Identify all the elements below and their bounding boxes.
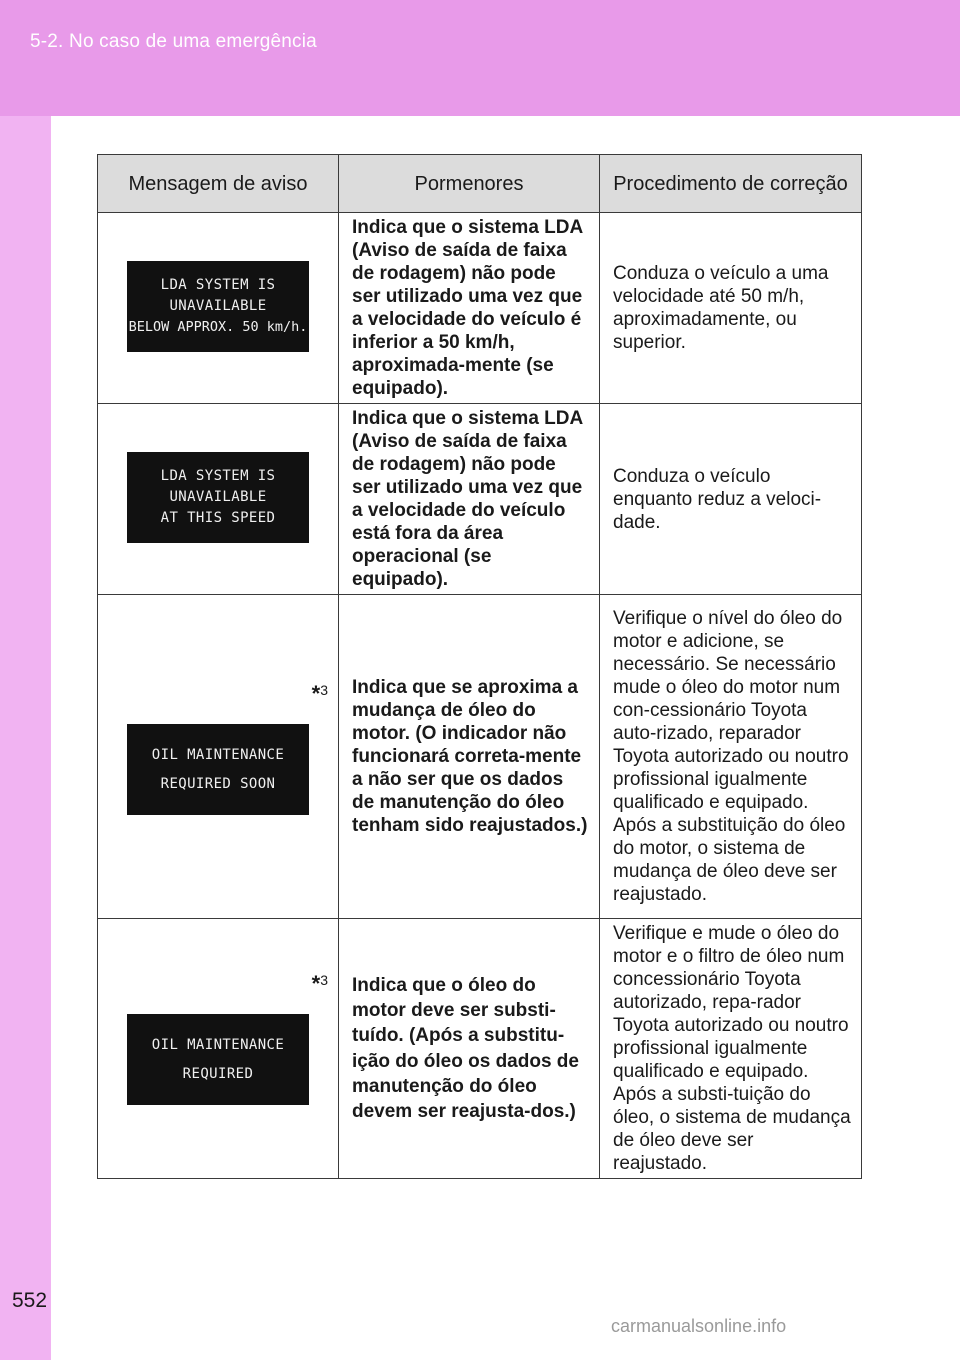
warning-message-cell [98,595,339,919]
column-header-procedure: Procedimento de correção [600,155,862,213]
display-screen-image [127,724,309,815]
display-screen-image [127,1014,309,1105]
table-row [98,404,862,595]
display-line: AT THIS SPEED [160,510,276,526]
warning-message-cell [98,404,339,595]
details-cell: Indica que se aproxima a mudança de óleo do motor. (O indicador não funcionará correta-mente a não ser que os dados de manutenção do óleo tenham sido reajustados.) [339,595,600,919]
details-cell: Indica que o sistema LDA (Aviso de saída de faixa de rodagem) não pode ser utilizado uma vez que a velocidade do veículo é inferior a 50 km/h, aproximada-mente (se equipado). [339,213,600,404]
display-screen-image [127,452,309,543]
table-header-row [98,155,862,213]
warning-message-cell [98,213,339,404]
watermark: carmanualsonline.info [611,1316,787,1336]
warning-message-table [97,154,862,1179]
display-line: OIL MAINTENANCE [151,1036,285,1053]
details-cell: Indica que o óleo do motor deve ser substi-tuído. (Após a substitu-ição do óleo os dados de manutenção do óleo devem ser reajusta-dos.) [339,919,600,1179]
display-line: BELOW APPROX. 50 km/h. [128,319,308,335]
procedure-cell: Verifique o nível do óleo do motor e adicione, se necessário. Se necessário mude o óleo do motor num con-cessionário Toyota auto-rizado, reparador Toyota autorizado ou noutro profissional igualmente qualificado e equipado. Após a substituição do óleo do motor, o sistema de mudança de óleo deve ser reajustado. [600,595,862,919]
display-line: OIL MAINTENANCE [151,746,285,763]
display-line: REQUIRED SOON [160,775,276,792]
section-header-band [0,0,960,116]
display-line: UNAVAILABLE [169,298,267,314]
procedure-cell: Conduza o veículo enquanto reduz a veloci-dade. [600,404,862,595]
procedure-cell: Verifique e mude o óleo do motor e o filtro de óleo num concessionário Toyota autorizado, repa-rador Toyota autorizado ou noutro profissional igualmente qualificado e equipado. Após a substi-tuição do óleo, o sistema de mudança de óleo deve ser reajustado. [600,919,862,1179]
details-cell: Indica que o sistema LDA (Aviso de saída de faixa de rodagem) não pode ser utilizado uma vez que a velocidade do veículo está fora da área operacional (se equipado). [339,404,600,595]
section-title: 5-2. No caso de uma emergência [30,31,317,52]
display-line: LDA SYSTEM IS [160,277,276,293]
display-screen-image [127,261,309,352]
table-row [98,595,862,919]
column-header-details: Pormenores [339,155,600,213]
display-line: LDA SYSTEM IS [160,468,276,484]
page-margin-band [0,116,51,1360]
column-header-warning-message: Mensagem de aviso [98,155,339,213]
table-row [98,213,862,404]
display-line: UNAVAILABLE [169,489,267,505]
procedure-cell: Conduza o veículo a uma velocidade até 50 m/h, aproximadamente, ou superior. [600,213,862,404]
table-row [98,919,862,1179]
warning-message-cell [98,919,339,1179]
footnote-mark: *$^3$ [311,971,328,996]
display-line: REQUIRED [182,1065,254,1082]
footnote-mark: *$^3$ [311,681,328,706]
page-number: 552 [12,1289,48,1312]
